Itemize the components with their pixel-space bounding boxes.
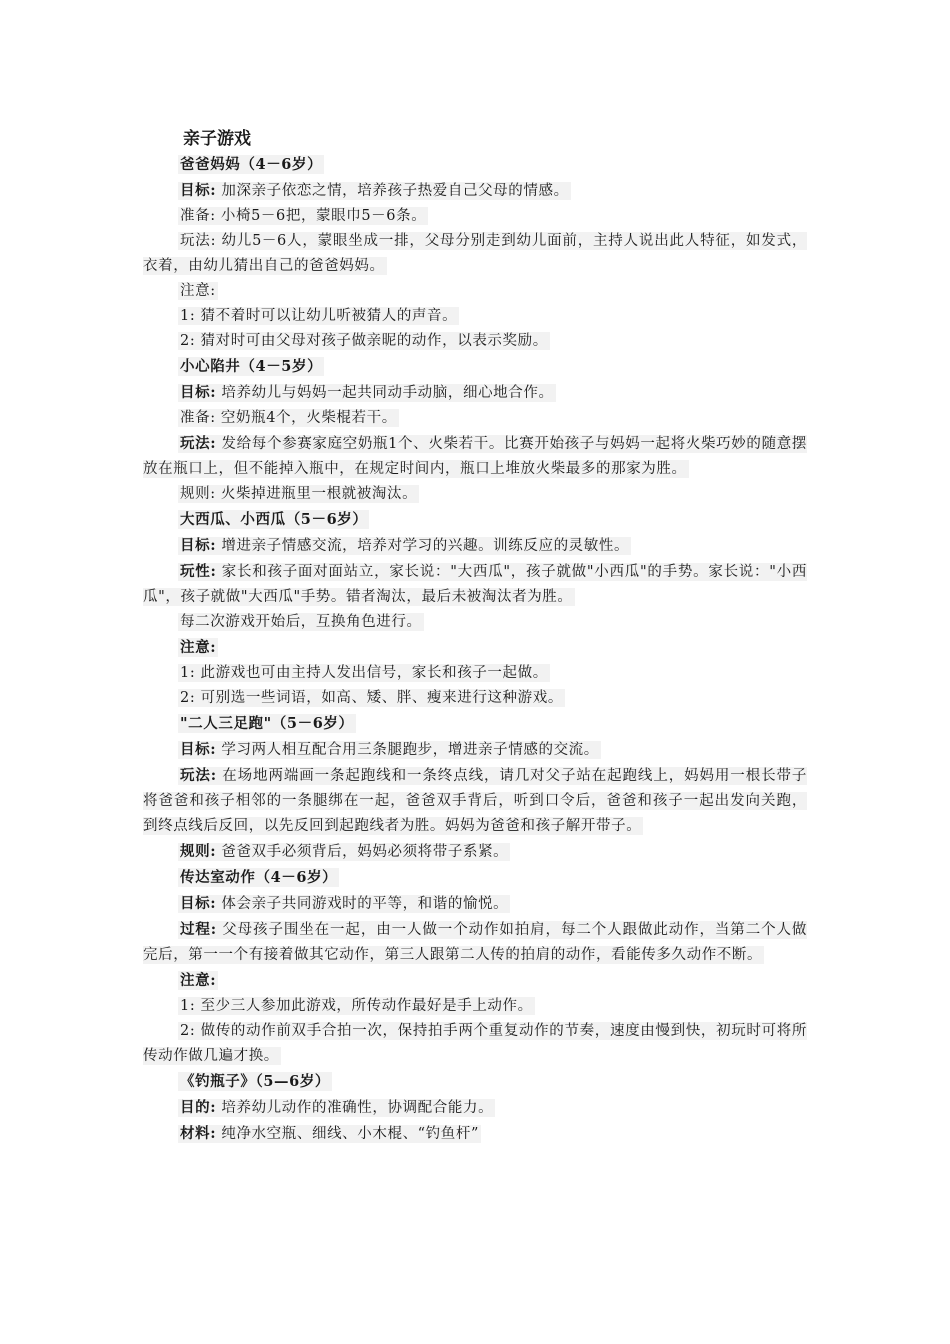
game-materials: 材料: 纯净水空瓶、细线、小木棍、“钓鱼杆” [180, 1125, 479, 1142]
game-rule: 规则: 火柴掉进瓶里一根就被淘汰。 [180, 486, 418, 502]
game-heading: "二人三足跑"（5－6岁） [180, 715, 354, 732]
game-goal: 目标: 体会亲子共同游戏时的平等，和谐的愉悦。 [180, 895, 509, 912]
game-heading: 大西瓜、小西瓜（5－6岁） [180, 511, 368, 528]
game-goal: 目标: 培养幼儿与妈妈一起共同动手动脑，细心地合作。 [180, 384, 554, 401]
game-note-label: 注意: [180, 639, 217, 656]
game-rules: 玩法: 发给每个参赛家庭空奶瓶1个、火柴若干。比赛开始孩子与妈妈一起将火柴巧妙的随意摆放在瓶口上，但不能掉入瓶中，在规定时间内，瓶口上堆放火柴最多的那家为胜。 [143, 435, 807, 477]
game-note-item: 1: 至少三人参加此游戏，所传动作最好是手上动作。 [180, 998, 533, 1014]
game-note-item: 2: 可别选一些词语，如高、矮、胖、瘦来进行这种游戏。 [180, 690, 563, 706]
game-rules: 玩性: 家长和孩子面对面站立，家长说："大西瓜"，孩子就做"小西瓜"的手势。家长说："小西瓜"，孩子就做"大西瓜"手势。错者淘汰，最后未被淘汰者为胜。 [143, 563, 807, 605]
game-note-item: 1: 猜不着时可以让幼儿听被猜人的声音。 [180, 308, 458, 324]
game-heading: 《钓瓶子》（5—6岁） [180, 1073, 331, 1090]
game-note-label: 注意: [180, 972, 217, 989]
game-extra: 每二次游戏开始后，互换角色进行。 [180, 614, 422, 630]
game-prep: 准备: 小椅5－6把，蒙眼巾5－6条。 [180, 208, 427, 224]
game-goal: 目的: 培养幼儿动作的准确性，协调配合能力。 [180, 1099, 494, 1116]
game-goal: 目标: 学习两人相互配合用三条腿跑步，增进亲子情感的交流。 [180, 741, 599, 758]
document-body [143, 126, 807, 1147]
game-rules: 玩法: 在场地两端画一条起跑线和一条终点线，请几对父子站在起跑线上，妈妈用一根长带子将爸爸和孩子相邻的一条腿绑在一起，爸爸双手背后，听到口令后，爸爸和孩子一起出发向关跑，到终点线后反回，以先反回到起跑线者为胜。妈妈为爸爸和孩子解开带子。 [143, 767, 807, 834]
game-note-item: 2: 猜对时可由父母对孩子做亲昵的动作，以表示奖励。 [180, 333, 548, 349]
game-rule: 规则: 爸爸双手必须背后，妈妈必须将带子系紧。 [180, 843, 509, 860]
document-title: 亲子游戏 [183, 129, 251, 149]
game-rules: 玩法: 幼儿5－6人，蒙眼坐成一排，父母分别走到幼儿面前，主持人说出此人特征，如发式，衣着，由幼儿猜出自己的爸爸妈妈。 [143, 233, 807, 274]
game-heading: 小心陷井（4－5岁） [180, 358, 323, 375]
game-note-item: 1: 此游戏也可由主持人发出信号，家长和孩子一起做。 [180, 665, 548, 681]
game-prep: 准备: 空奶瓶4个，火柴棍若干。 [180, 410, 397, 426]
game-heading: 传达室动作（4－6岁） [180, 869, 338, 886]
game-heading: 爸爸妈妈（4－6岁） [180, 156, 323, 173]
game-note-item: 2: 做传的动作前双手合拍一次，保持拍手两个重复动作的节奏，速度由慢到快，初玩时可将所传动作做几遍才换。 [143, 1023, 807, 1064]
game-rules: 过程: 父母孩子围坐在一起，由一人做一个动作如拍肩，每二个人跟做此动作，当第二个人做完后，第一一个有接着做其它动作，第三人跟第二人传的拍肩的动作，看能传多久动作不断。 [143, 921, 807, 963]
game-goal: 目标: 加深亲子依恋之情，培养孩子热爱自己父母的情感。 [180, 182, 569, 199]
game-note-label: 注意: [180, 283, 216, 299]
game-goal: 目标: 增进亲子情感交流，培养对学习的兴趣。训练反应的灵敏性。 [180, 537, 630, 554]
